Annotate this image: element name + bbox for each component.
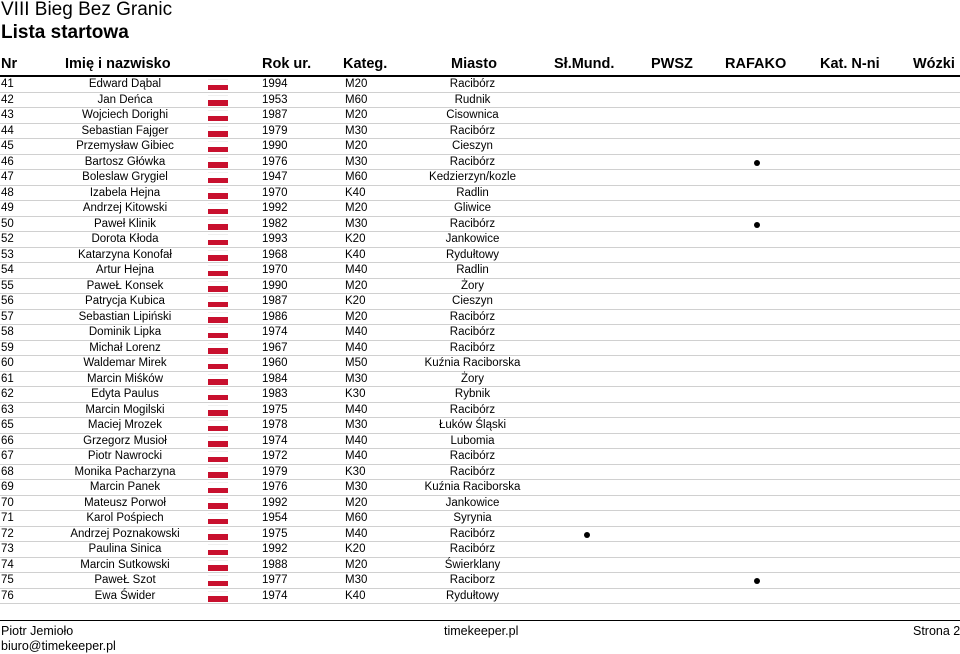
table-row [0,279,960,295]
row-category: M20 [345,202,368,214]
table-row [0,341,960,357]
row-category: K20 [345,543,366,555]
row-nr: 55 [1,279,14,292]
row-year: 1993 [262,233,288,245]
row-year: 1976 [262,155,288,168]
poland-flag-icon [208,420,228,431]
row-city: Racibórz [449,326,496,338]
row-category: M40 [345,264,368,276]
row-name: Bartosz Główka [84,155,166,168]
row-nr: 72 [1,527,14,540]
row-category: M30 [345,419,368,431]
row-category: M60 [345,171,368,183]
row-year: 1986 [262,310,288,323]
poland-flag-icon [208,95,228,106]
row-city: Cieszyn [452,295,493,307]
table-row [0,480,960,496]
table-row [0,449,960,465]
header-kat-nini: Kat. N-ni [820,56,880,72]
row-name: Edward Dąbal [88,78,162,90]
row-year: 1976 [262,481,288,493]
row-name: Dominik Lipka [88,326,162,338]
table-row [0,310,960,326]
row-nr: 67 [1,450,14,462]
header-name: Imię i nazwisko [65,56,171,72]
table-row [0,232,960,248]
table-row [0,124,960,140]
poland-flag-icon [208,79,228,90]
row-year: 1970 [262,186,288,199]
row-city: Rybnik [454,388,491,400]
row-category: K40 [345,186,366,199]
table-row [0,294,960,310]
row-nr: 48 [1,186,14,199]
row-city: Racibórz [449,341,496,354]
row-name: Artur Hejna [95,264,155,276]
row-category: M50 [345,357,368,369]
table-row [0,558,960,574]
row-city: Racibórz [449,465,496,478]
row-category: M40 [345,527,368,540]
row-city: Racibórz [449,78,496,90]
row-year: 1974 [262,326,288,338]
row-nr: 58 [1,326,14,338]
row-nr: 76 [1,589,14,602]
poland-flag-icon [208,560,228,571]
table-row [0,542,960,558]
row-category: M40 [345,450,368,462]
poland-flag-icon [208,529,228,540]
row-name: Wojciech Dorighi [81,109,169,121]
start-list-table [0,77,960,604]
footer-rule [0,620,960,621]
poland-flag-icon [208,188,228,199]
poland-flag-icon [208,281,228,292]
row-year: 1990 [262,140,288,152]
row-nr: 73 [1,543,14,555]
table-row [0,155,960,171]
row-nr: 42 [1,93,14,106]
row-category: M20 [345,310,368,323]
row-nr: 45 [1,140,14,152]
row-city: Racibórz [449,450,496,462]
header-rafako: RAFAKO [725,56,787,72]
row-city: Rydułtowy [445,248,500,261]
row-name: Boleslaw Grygiel [82,171,168,183]
row-nr: 69 [1,481,14,493]
row-name: Mateusz Porwoł [84,496,166,509]
row-category: M40 [345,341,368,354]
row-name: Sebastian Lipiński [78,310,172,323]
table-row [0,387,960,403]
row-city: Racibórz [449,310,496,323]
row-name: Andrzej Poznakowski [70,527,180,540]
table-row [0,418,960,434]
table-row [0,139,960,155]
poland-flag-icon [208,327,228,338]
row-name: Marcin Sutkowski [80,558,170,571]
bullet-mark-icon [754,222,760,228]
page-title: VIII Bieg Bez Granic [1,0,173,20]
row-category: M30 [345,372,368,385]
poland-flag-icon [208,498,228,509]
table-row [0,527,960,543]
row-city: Raciborz [449,574,496,586]
row-name: Marcin Miśków [86,372,164,385]
poland-flag-icon [208,405,228,416]
row-city: Lubomia [450,434,495,447]
row-nr: 74 [1,558,14,571]
row-name: Paulina Sinica [88,543,162,555]
row-city: Gliwice [453,202,492,214]
row-city: Cisownica [446,109,499,121]
row-category: M40 [345,434,368,447]
header-wozki: Wózki [913,56,955,72]
row-nr: 57 [1,310,14,323]
row-city: Kuźnia Raciborska [424,357,521,369]
row-city: Kedzierzyn/kozle [429,171,516,183]
row-year: 1987 [262,109,288,121]
row-year: 1988 [262,558,288,571]
header-category: Kateg. [343,56,388,72]
row-year: 1994 [262,78,288,90]
row-nr: 65 [1,419,14,431]
row-nr: 66 [1,434,14,447]
poland-flag-icon [208,374,228,385]
poland-flag-icon [208,312,228,323]
row-name: Izabela Hejna [89,186,161,199]
row-year: 1978 [262,419,288,431]
row-year: 1953 [262,93,288,106]
row-nr: 60 [1,357,14,369]
row-year: 1954 [262,512,288,524]
poland-flag-icon [208,451,228,462]
row-name: Grzegorz Musioł [83,434,167,447]
row-year: 1979 [262,465,288,478]
row-year: 1960 [262,357,288,369]
poland-flag-icon [208,250,228,261]
row-name: Dorota Kłoda [91,233,159,245]
row-city: Żory [461,372,484,385]
row-category: M20 [345,279,368,292]
row-category: M40 [345,403,368,416]
row-year: 1982 [262,217,288,230]
table-row [0,77,960,93]
row-name: Karol Pośpiech [86,512,164,524]
poland-flag-icon [208,203,228,214]
poland-flag-icon [208,358,228,369]
row-name: Maciej Mrozek [87,419,163,431]
table-row [0,186,960,202]
row-name: Katarzyna Konofał [78,248,172,261]
row-year: 1975 [262,527,288,540]
table-row [0,356,960,372]
row-name: Andrzej Kitowski [82,202,168,214]
row-year: 1947 [262,171,288,183]
poland-flag-icon [208,219,228,230]
row-category: M60 [345,512,368,524]
row-name: Marcin Panek [89,481,161,493]
footer-email: biuro@timekeeper.pl [1,639,116,653]
row-city: Kuźnia Raciborska [424,481,521,493]
poland-flag-icon [208,234,228,245]
footer-page: Strona 2 [913,624,960,638]
poland-flag-icon [208,343,228,354]
poland-flag-icon [208,265,228,276]
table-row [0,325,960,341]
row-category: M30 [345,217,368,230]
row-nr: 46 [1,155,14,168]
table-row [0,372,960,388]
row-category: K20 [345,295,366,307]
row-category: K30 [345,388,366,400]
row-name: Patrycja Kubica [85,295,165,307]
row-name: Edyta Paulus [91,388,159,400]
table-row [0,93,960,109]
poland-flag-icon [208,296,228,307]
row-category: K20 [345,233,366,245]
row-category: K30 [345,465,366,478]
table-header [0,52,960,76]
row-city: Racibórz [449,155,496,168]
poland-flag-icon [208,467,228,478]
row-city: Racibórz [449,124,496,137]
bullet-mark-icon [584,532,590,538]
poland-flag-icon [208,141,228,152]
row-category: M30 [345,155,368,168]
row-category: K40 [345,589,366,602]
row-city: Żory [461,279,484,292]
table-row [0,511,960,527]
row-nr: 61 [1,372,14,385]
row-city: Radlin [456,264,489,276]
bullet-mark-icon [754,578,760,584]
row-nr: 47 [1,171,14,183]
row-category: M30 [345,124,368,137]
header-nr: Nr [1,56,18,72]
row-name: PaweŁ Konsek [86,279,164,292]
poland-flag-icon [208,172,228,183]
row-year: 1992 [262,543,288,555]
table-row [0,573,960,589]
row-city: Radlin [456,186,489,199]
row-nr: 70 [1,496,14,509]
row-year: 1984 [262,372,288,385]
table-row [0,434,960,450]
table-row [0,496,960,512]
row-category: M40 [345,326,368,338]
row-city: Rydułtowy [445,589,500,602]
row-name: Jan Deńca [97,93,153,106]
row-category: M20 [345,78,368,90]
row-nr: 50 [1,217,14,230]
row-category: M20 [345,109,368,121]
row-name: Marcin Mogilski [85,403,165,416]
row-nr: 71 [1,512,14,524]
table-row [0,248,960,264]
poland-flag-icon [208,110,228,121]
row-category: M30 [345,574,368,586]
row-year: 1977 [262,574,288,586]
table-row [0,403,960,419]
header-pwsz: PWSZ [651,56,693,72]
row-year: 1979 [262,124,288,137]
row-nr: 59 [1,341,14,354]
row-year: 1967 [262,341,288,354]
row-name: Ewa Świder [94,589,156,602]
table-row [0,170,960,186]
row-year: 1992 [262,202,288,214]
row-city: Racibórz [449,527,496,540]
row-nr: 75 [1,574,14,586]
row-category: M20 [345,140,368,152]
poland-flag-icon [208,544,228,555]
table-row [0,108,960,124]
row-nr: 41 [1,78,14,90]
row-nr: 49 [1,202,14,214]
row-year: 1975 [262,403,288,416]
poland-flag-icon [208,482,228,493]
row-year: 1974 [262,434,288,447]
row-category: M60 [345,93,368,106]
poland-flag-icon [208,591,228,602]
row-category: M30 [345,481,368,493]
row-nr: 43 [1,109,14,121]
header-city: Miasto [451,56,497,72]
row-year: 1992 [262,496,288,509]
row-city: Syrynia [453,512,492,524]
row-city: Łuków Śląski [438,419,507,431]
poland-flag-icon [208,157,228,168]
poland-flag-icon [208,389,228,400]
row-nr: 68 [1,465,14,478]
row-nr: 52 [1,233,14,245]
row-year: 1968 [262,248,288,261]
row-nr: 56 [1,295,14,307]
row-year: 1970 [262,264,288,276]
row-year: 1990 [262,279,288,292]
row-city: Racibórz [449,403,496,416]
footer-author: Piotr Jemioło [1,624,74,638]
row-nr: 44 [1,124,14,137]
bullet-mark-icon [754,160,760,166]
row-city: Racibórz [449,217,496,230]
row-category: M20 [345,496,368,509]
row-city: Świerklany [444,558,501,571]
row-year: 1972 [262,450,288,462]
row-name: PaweŁ Szot [94,574,156,586]
row-city: Jankowice [445,233,500,245]
row-name: Monika Pacharzyna [74,465,176,478]
row-year: 1987 [262,295,288,307]
row-nr: 54 [1,264,14,276]
table-row [0,465,960,481]
table-row [0,263,960,279]
row-city: Jankowice [445,496,500,509]
poland-flag-icon [208,513,228,524]
row-name: Michał Lorenz [89,341,161,354]
row-nr: 62 [1,388,14,400]
row-name: Piotr Nawrocki [87,450,163,462]
poland-flag-icon [208,575,228,586]
row-category: K40 [345,248,366,261]
table-row [0,217,960,233]
table-row [0,589,960,605]
poland-flag-icon [208,126,228,137]
table-row [0,201,960,217]
row-nr: 63 [1,403,14,416]
row-city: Cieszyn [452,140,493,152]
row-city: Rudnik [454,93,491,106]
header-year: Rok ur. [262,56,312,72]
page-subtitle: Lista startowa [1,22,129,43]
poland-flag-icon [208,436,228,447]
header-slmund: Sł.Mund. [554,56,615,72]
row-name: Przemysław Gibiec [76,140,174,152]
row-name: Paweł Klinik [94,217,156,230]
row-name: Waldemar Mirek [83,357,167,369]
row-category: M20 [345,558,368,571]
row-nr: 53 [1,248,14,261]
row-city: Racibórz [449,543,496,555]
footer-site: timekeeper.pl [444,624,519,638]
row-year: 1974 [262,589,288,602]
row-year: 1983 [262,388,288,400]
row-name: Sebastian Fajger [81,124,169,137]
